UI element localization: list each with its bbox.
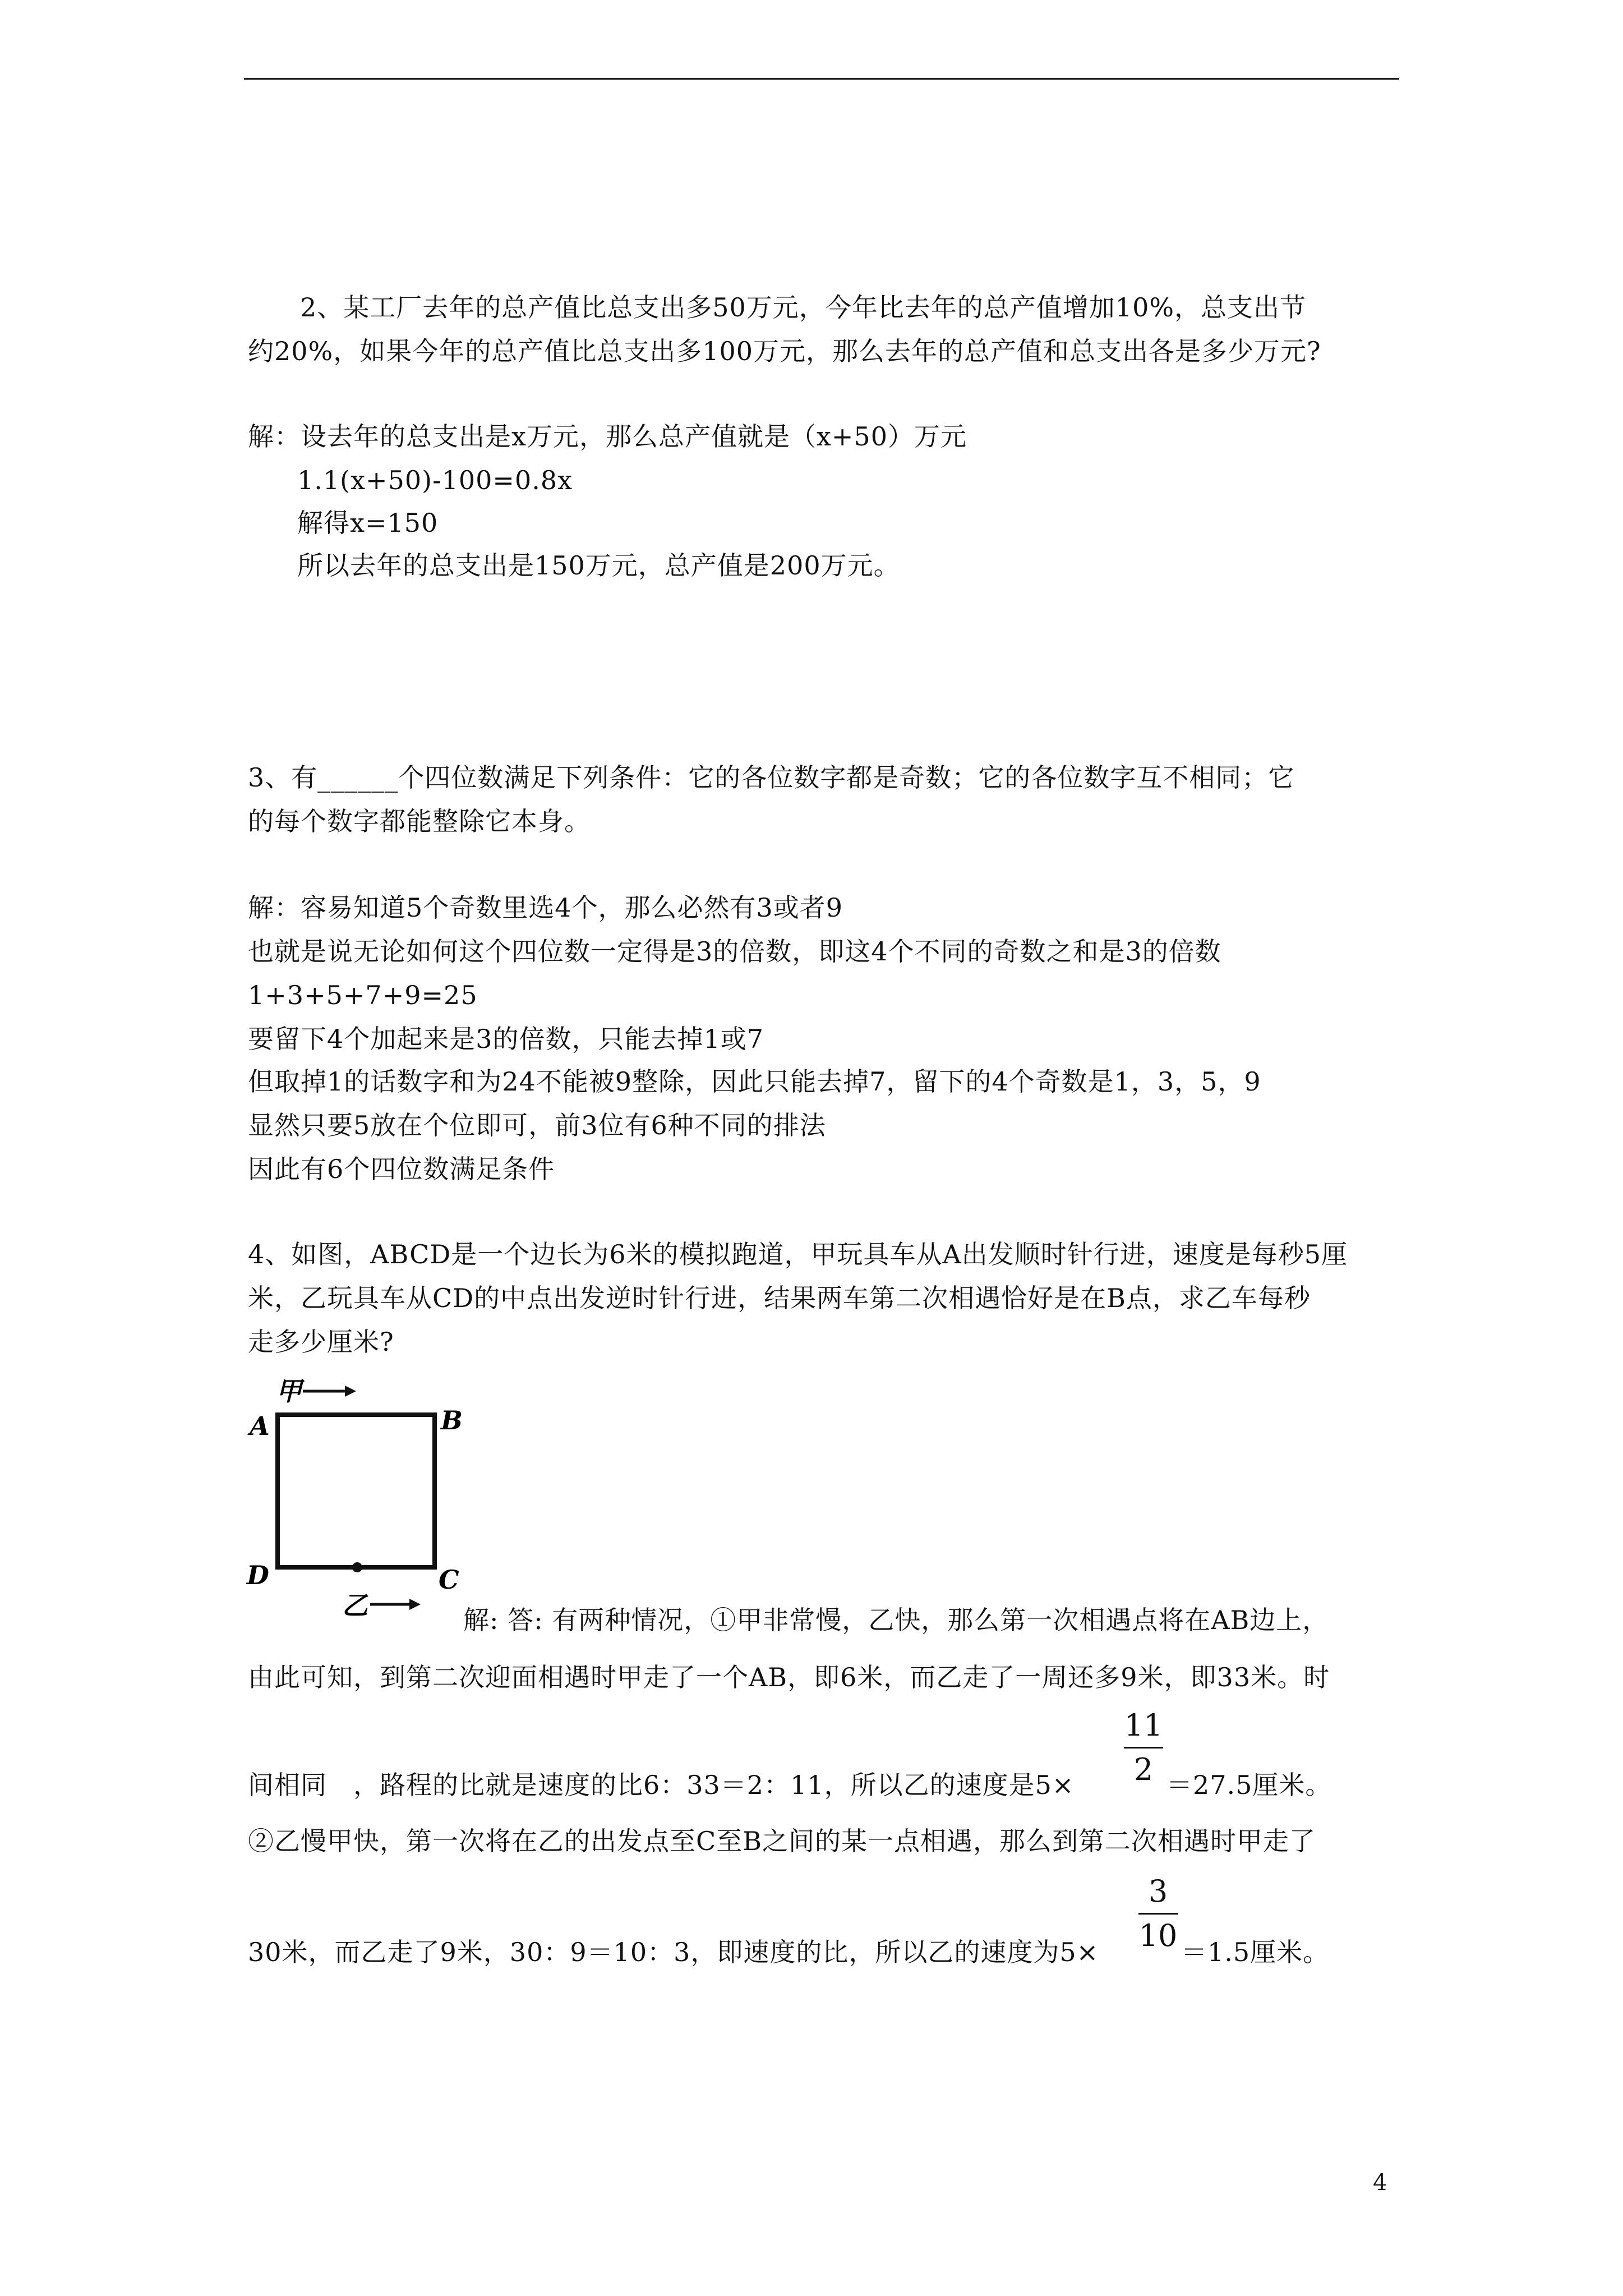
fraction-three-tenths [1138, 1874, 1178, 1954]
problem2-solution-line: 解：设去年的总支出是x万元，那么总产值就是（x+50）万元 [248, 421, 967, 452]
corner-d-label: D [247, 1560, 269, 1590]
fraction-eleven-halves [1124, 1708, 1163, 1788]
problem2-solution-line: 所以去年的总支出是150万元，总产值是200万元。 [297, 550, 900, 581]
problem4-line2: 米，乙玩具车从CD的中点出发逆时针行进，结果两车第二次相遇恰好是在B点，求乙车每秒 [248, 1283, 1311, 1313]
fraction-denominator: 10 [1138, 1918, 1178, 1953]
fraction-numerator: 11 [1124, 1708, 1163, 1743]
diagram-label-yi: 乙 [342, 1590, 368, 1621]
problem3-solution-line: 解：容易知道5个奇数里选4个，那么必然有3或者9 [248, 892, 843, 923]
fraction-bar [1138, 1913, 1178, 1915]
problem2-line1: 2、某工厂去年的总产值比总支出多50万元，今年比去年的总产值增加10%，总支出节 [300, 292, 1307, 323]
problem3-solution-line: 显然只要5放在个位即可，前3位有6种不同的排法 [248, 1110, 826, 1140]
problem2-solution-line: 1.1(x+50)-100=0.8x [297, 465, 573, 495]
header-rule [244, 78, 1399, 80]
problem3-solution-line: 要留下4个加起来是3的倍数，只能去掉1或7 [248, 1024, 764, 1054]
problem4-solution-line2: 由此可知，到第二次迎面相遇时甲走了一个AB，即6米，而乙走了一周还多9米，即33米。时 [248, 1662, 1330, 1692]
fraction-denominator: 2 [1133, 1752, 1154, 1787]
problem4-line3: 走多少厘米? [248, 1327, 394, 1357]
fraction-numerator: 3 [1148, 1874, 1168, 1909]
problem3-solution-line: 1+3+5+7+9=25 [248, 980, 478, 1010]
problem3-solution-line: 因此有6个四位数满足条件 [248, 1154, 555, 1184]
problem4-solution-line5-prefix: 30米，而乙走了9米，30：9＝10：3，即速度的比，所以乙的速度为5× [248, 1937, 1099, 1967]
problem3-solution-line: 也就是说无论如何这个四位数一定得是3的倍数，即这4个不同的奇数之和是3的倍数 [248, 936, 1221, 967]
problem3-line1: 3、有______个四位数满足下列条件：它的各位数字都是奇数；它的各位数字互不相同；它 [248, 762, 1295, 793]
problem4-solution-line4: ②乙慢甲快，第一次将在乙的出发点至C至B之间的某一点相遇，那么到第二次相遇时甲走了 [248, 1826, 1316, 1856]
yi-arrow-head [409, 1599, 421, 1610]
cd-midpoint-dot [352, 1562, 362, 1572]
problem4-line1: 4、如图，ABCD是一个边长为6米的模拟跑道，甲玩具车从A出发顺时针行进，速度是每秒5厘 [248, 1239, 1348, 1269]
corner-a-label: A [250, 1411, 270, 1441]
problem3-line2: 的每个数字都能整除它本身。 [248, 806, 591, 836]
fraction-bar [1124, 1747, 1163, 1749]
problem3-solution-line: 但取掉1的话数字和为24不能被9整除，因此只能去掉7，留下的4个奇数是1，3，5，9 [248, 1066, 1261, 1097]
problem4-solution-line5-suffix: ＝1.5厘米。 [1181, 1937, 1330, 1967]
track-diagram [241, 1369, 477, 1627]
problem2-line2: 约20%，如果今年的总产值比总支出多100万元，那么去年的总产值和总支出各是多少万元? [248, 336, 1321, 366]
problem4-solution-line3-prefix: 间相同 ，路程的比就是速度的比6：33＝2：11，所以乙的速度是5× [248, 1770, 1075, 1800]
problem2-solution-line: 解得x=150 [297, 508, 439, 538]
diagram-label-jia: 甲 [276, 1376, 302, 1406]
track-square [278, 1415, 435, 1567]
corner-b-label: B [441, 1405, 463, 1435]
corner-c-label: C [439, 1565, 459, 1595]
problem4-solution-line1: 解: 答: 有两种情况，①甲非常慢，乙快，那么第一次相遇点将在AB边上， [463, 1605, 1329, 1635]
jia-arrow-head [345, 1386, 356, 1397]
problem4-solution-line3-suffix: ＝27.5厘米。 [1166, 1770, 1332, 1800]
page-number: 4 [1373, 2170, 1387, 2196]
